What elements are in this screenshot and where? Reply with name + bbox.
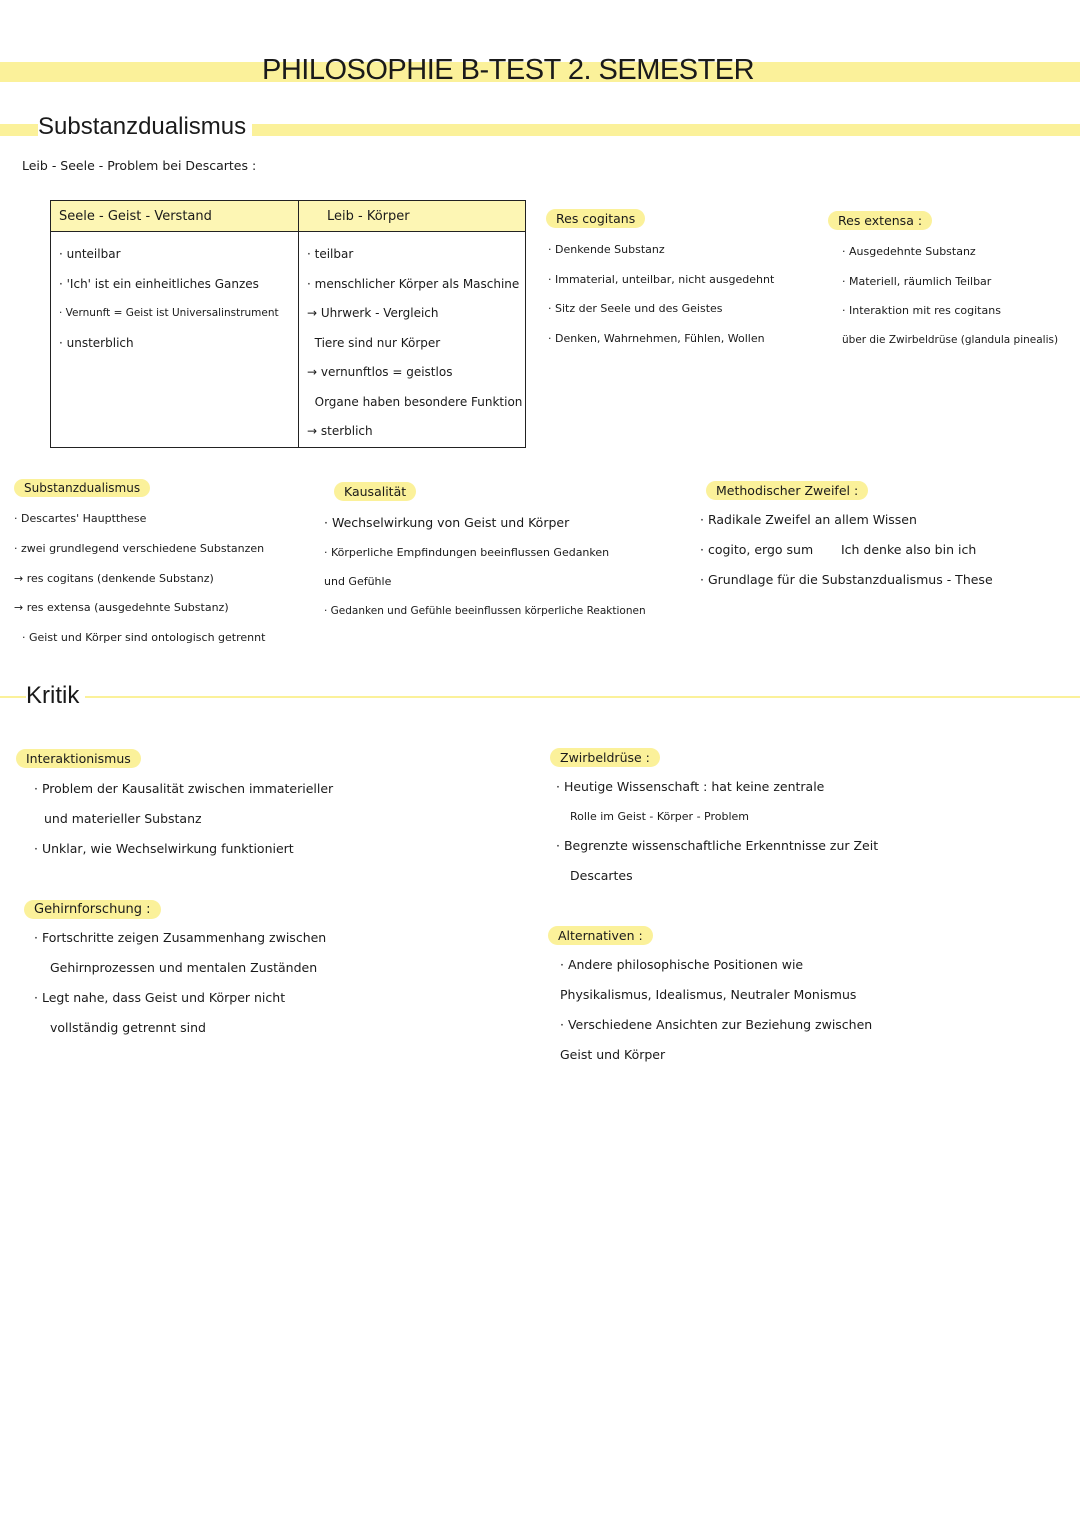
- list-item: · menschlicher Körper als Maschine: [307, 276, 520, 291]
- list-item: Rolle im Geist - Körper - Problem: [570, 810, 750, 823]
- res-cogitans-label: Res cogitans: [546, 209, 645, 228]
- list-item: · cogito, ergo sum Ich denke also bin ich: [700, 542, 977, 557]
- list-item: · Legt nahe, dass Geist und Körper nicht: [34, 990, 286, 1005]
- list-item: → Uhrwerk - Vergleich: [307, 306, 439, 320]
- list-item: · Grundlage für die Substanzdualismus - These: [700, 572, 993, 587]
- list-item: · Immaterial, unteilbar, nicht ausgedehnt: [548, 273, 775, 286]
- substanzdualismus-label: Substanzdualismus: [14, 479, 150, 497]
- list-item: → sterblich: [307, 424, 373, 438]
- list-item: · Andere philosophische Positionen wie: [560, 957, 804, 972]
- list-item: Gehirnprozessen und mentalen Zuständen: [50, 960, 318, 975]
- section2-divider: [0, 696, 1080, 698]
- list-item: · Unklar, wie Wechselwirkung funktioniert: [34, 841, 294, 856]
- list-item: · unsterblich: [59, 335, 134, 350]
- table-header-seele: Seele - Geist - Verstand: [51, 201, 299, 232]
- list-item: · Vernunft = Geist ist Universalinstrument: [59, 307, 279, 319]
- list-item: · Geist und Körper sind ontologisch getrennt: [22, 631, 266, 644]
- zweifel-label: Methodischer Zweifel :: [706, 481, 868, 500]
- list-item: Tiere sind nur Körper: [307, 335, 441, 350]
- list-item: und Gefühle: [324, 575, 392, 588]
- list-item: · Wechselwirkung von Geist und Körper: [324, 515, 570, 530]
- table-header-leib: Leib - Körper: [299, 201, 526, 232]
- interaktionismus-label: Interaktionismus: [16, 749, 141, 768]
- list-item: · Descartes' Hauptthese: [14, 512, 147, 525]
- section1-subtitle: Leib - Seele - Problem bei Descartes :: [22, 158, 257, 173]
- list-item: Geist und Körper: [560, 1047, 666, 1062]
- list-item: · Verschiedene Ansichten zur Beziehung zwischen: [560, 1017, 873, 1032]
- gehirnforschung-label: Gehirnforschung :: [24, 900, 161, 919]
- list-item: · Denkende Substanz: [548, 243, 665, 256]
- list-item: Organe haben besondere Funktion: [307, 394, 523, 409]
- zwirbeldruese-label: Zwirbeldrüse :: [550, 748, 660, 767]
- list-item: · Ausgedehnte Substanz: [842, 245, 976, 258]
- list-item: · zwei grundlegend verschiedene Substanzen: [14, 542, 265, 555]
- list-item: · Sitz der Seele und des Geistes: [548, 302, 723, 315]
- list-item: → vernunftlos = geistlos: [307, 365, 453, 379]
- section2-heading: Kritik: [26, 682, 85, 710]
- list-item: · Heutige Wissenschaft : hat keine zentrale: [556, 779, 825, 794]
- list-item: · Gedanken und Gefühle beeinflussen körperliche Reaktionen: [324, 605, 646, 617]
- list-item: und materieller Substanz: [44, 811, 202, 826]
- list-item: · Materiell, räumlich Teilbar: [842, 275, 992, 288]
- alternativen-label: Alternativen :: [548, 926, 653, 945]
- table-column-seele: [51, 232, 299, 448]
- page-title: PHILOSOPHIE B-TEST 2. SEMESTER: [262, 54, 755, 86]
- list-item: Descartes: [570, 868, 633, 883]
- list-item: über die Zwirbeldrüse (glandula pinealis): [842, 334, 1059, 346]
- list-item: · 'Ich' ist ein einheitliches Ganzes: [59, 276, 259, 291]
- list-item: Physikalismus, Idealismus, Neutraler Monismus: [560, 987, 857, 1002]
- list-item: · Fortschritte zeigen Zusammenhang zwischen: [34, 930, 327, 945]
- section1-heading: Substanzdualismus: [38, 113, 252, 141]
- list-item: → res cogitans (denkende Substanz): [14, 572, 214, 585]
- list-item: · Radikale Zweifel an allem Wissen: [700, 512, 917, 527]
- list-item: → res extensa (ausgedehnte Substanz): [14, 601, 229, 614]
- list-item: · teilbar: [307, 247, 354, 261]
- list-item: · Problem der Kausalität zwischen immaterieller: [34, 781, 334, 796]
- leib-seele-table: [50, 200, 526, 448]
- list-item: · Interaktion mit res cogitans: [842, 304, 1001, 317]
- table-column-leib: [299, 232, 526, 448]
- kausalitaet-label: Kausalität: [334, 482, 416, 501]
- list-item: · Begrenzte wissenschaftliche Erkenntnisse zur Zeit: [556, 838, 879, 853]
- res-extensa-label: Res extensa :: [828, 211, 932, 230]
- list-item: · unteilbar: [59, 247, 121, 261]
- list-item: vollständig getrennt sind: [50, 1020, 206, 1035]
- list-item: · Körperliche Empfindungen beeinflussen Gedanken: [324, 546, 610, 559]
- list-item: · Denken, Wahrnehmen, Fühlen, Wollen: [548, 332, 765, 345]
